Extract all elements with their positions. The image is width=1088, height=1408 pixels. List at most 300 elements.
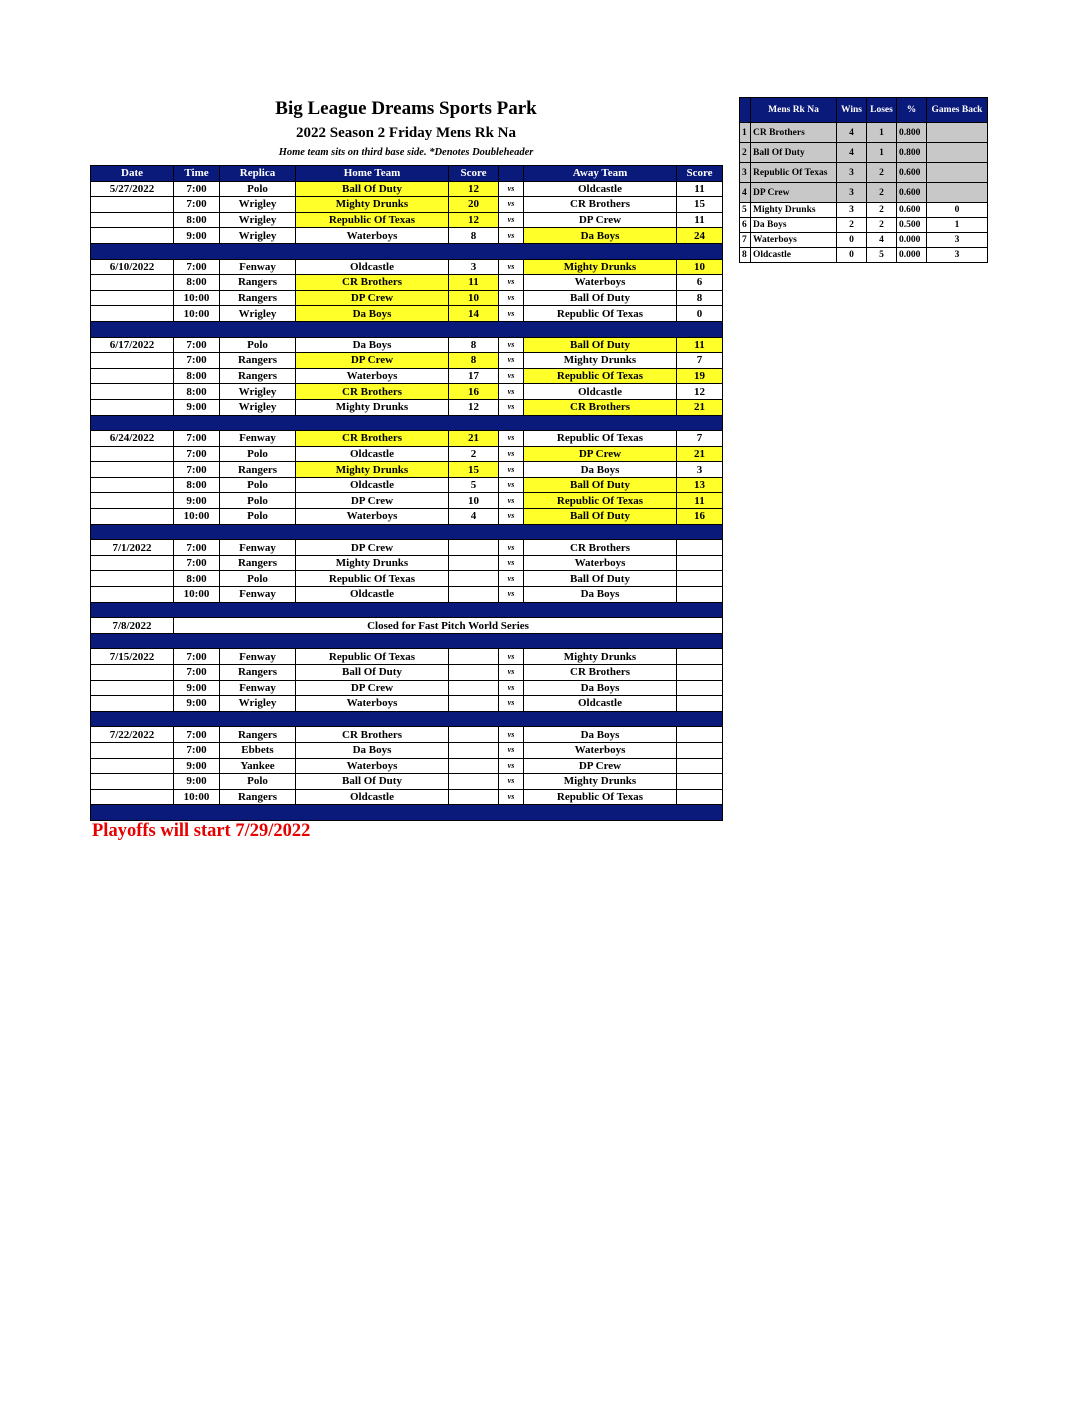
game-row bbox=[91, 680, 723, 696]
time-cell: 7:00 bbox=[174, 259, 220, 275]
field-cell: Fenway bbox=[220, 540, 296, 556]
vs-label: vs bbox=[499, 353, 524, 369]
home-team: CR Brothers bbox=[296, 727, 449, 743]
away-team: Waterboys bbox=[524, 555, 677, 571]
home-team: Ball Of Duty bbox=[296, 181, 449, 197]
game-row bbox=[91, 275, 723, 291]
col-home-team: Home Team bbox=[296, 166, 449, 182]
home-score: 20 bbox=[449, 197, 499, 213]
standings-row bbox=[740, 203, 988, 218]
games-back-cell bbox=[927, 163, 988, 183]
pct-cell: 0.800 bbox=[897, 143, 927, 163]
games-back-cell: 3 bbox=[927, 248, 988, 263]
standings-col-wins: Wins bbox=[837, 98, 867, 123]
date-cell bbox=[91, 587, 174, 603]
away-team: DP Crew bbox=[524, 758, 677, 774]
col-time: Time bbox=[174, 166, 220, 182]
field-cell: Rangers bbox=[220, 665, 296, 681]
field-cell: Polo bbox=[220, 509, 296, 525]
home-team: DP Crew bbox=[296, 680, 449, 696]
home-score bbox=[449, 696, 499, 712]
away-score: 7 bbox=[677, 431, 723, 447]
away-team: Republic Of Texas bbox=[524, 431, 677, 447]
game-row bbox=[91, 462, 723, 478]
loses-cell: 2 bbox=[867, 183, 897, 203]
away-team: Waterboys bbox=[524, 742, 677, 758]
vs-label: vs bbox=[499, 431, 524, 447]
date-cell: 6/10/2022 bbox=[91, 259, 174, 275]
away-score: 11 bbox=[677, 181, 723, 197]
vs-label: vs bbox=[499, 399, 524, 415]
separator-cell bbox=[91, 711, 723, 727]
away-score bbox=[677, 742, 723, 758]
home-score bbox=[449, 649, 499, 665]
rank-cell: 8 bbox=[740, 248, 751, 263]
home-team: DP Crew bbox=[296, 540, 449, 556]
game-row bbox=[91, 212, 723, 228]
vs-label: vs bbox=[499, 181, 524, 197]
standings-row bbox=[740, 123, 988, 143]
week-separator bbox=[91, 415, 723, 431]
home-score: 12 bbox=[449, 399, 499, 415]
team-cell: Da Boys bbox=[751, 218, 837, 233]
away-score: 12 bbox=[677, 384, 723, 400]
away-team: Da Boys bbox=[524, 587, 677, 603]
home-score: 8 bbox=[449, 353, 499, 369]
time-cell: 10:00 bbox=[174, 789, 220, 805]
team-cell: Waterboys bbox=[751, 233, 837, 248]
game-row bbox=[91, 649, 723, 665]
time-cell: 9:00 bbox=[174, 399, 220, 415]
time-cell: 7:00 bbox=[174, 446, 220, 462]
game-row bbox=[91, 789, 723, 805]
date-cell: 5/27/2022 bbox=[91, 181, 174, 197]
date-cell bbox=[91, 384, 174, 400]
date-cell bbox=[91, 696, 174, 712]
wins-cell: 4 bbox=[837, 123, 867, 143]
standings-table bbox=[739, 97, 988, 263]
pct-cell: 0.600 bbox=[897, 183, 927, 203]
time-cell: 8:00 bbox=[174, 368, 220, 384]
separator-cell bbox=[91, 524, 723, 540]
home-score: 2 bbox=[449, 446, 499, 462]
away-team: Ball Of Duty bbox=[524, 477, 677, 493]
time-cell: 8:00 bbox=[174, 571, 220, 587]
pct-cell: 0.800 bbox=[897, 123, 927, 143]
standings-row bbox=[740, 248, 988, 263]
vs-label: vs bbox=[499, 774, 524, 790]
loses-cell: 1 bbox=[867, 143, 897, 163]
away-team: Ball Of Duty bbox=[524, 290, 677, 306]
home-score bbox=[449, 665, 499, 681]
time-cell: 7:00 bbox=[174, 353, 220, 369]
vs-label: vs bbox=[499, 212, 524, 228]
game-row bbox=[91, 197, 723, 213]
home-score: 3 bbox=[449, 259, 499, 275]
schedule-header-row bbox=[91, 166, 723, 182]
field-cell: Rangers bbox=[220, 368, 296, 384]
field-cell: Polo bbox=[220, 181, 296, 197]
vs-label: vs bbox=[499, 197, 524, 213]
pct-cell: 0.000 bbox=[897, 248, 927, 263]
date-cell bbox=[91, 555, 174, 571]
time-cell: 10:00 bbox=[174, 306, 220, 322]
home-team: DP Crew bbox=[296, 493, 449, 509]
date-cell bbox=[91, 774, 174, 790]
field-cell: Ebbets bbox=[220, 742, 296, 758]
week-separator bbox=[91, 602, 723, 618]
standings-col-loses: Loses bbox=[867, 98, 897, 123]
game-row bbox=[91, 290, 723, 306]
away-score: 3 bbox=[677, 462, 723, 478]
home-team: DP Crew bbox=[296, 353, 449, 369]
closed-note: Closed for Fast Pitch World Series bbox=[174, 618, 723, 634]
separator-cell bbox=[91, 415, 723, 431]
loses-cell: 2 bbox=[867, 203, 897, 218]
standings-body bbox=[740, 123, 988, 263]
col-away-score: Score bbox=[677, 166, 723, 182]
separator-cell bbox=[91, 243, 723, 259]
home-score: 16 bbox=[449, 384, 499, 400]
date-cell bbox=[91, 306, 174, 322]
game-row bbox=[91, 353, 723, 369]
away-team: Oldcastle bbox=[524, 696, 677, 712]
away-score bbox=[677, 540, 723, 556]
away-score: 8 bbox=[677, 290, 723, 306]
game-row bbox=[91, 337, 723, 353]
vs-label: vs bbox=[499, 665, 524, 681]
date-cell bbox=[91, 571, 174, 587]
vs-label: vs bbox=[499, 727, 524, 743]
vs-label: vs bbox=[499, 368, 524, 384]
home-score bbox=[449, 571, 499, 587]
home-team: CR Brothers bbox=[296, 275, 449, 291]
vs-label: vs bbox=[499, 758, 524, 774]
col-home-score: Score bbox=[449, 166, 499, 182]
home-team: Republic Of Texas bbox=[296, 212, 449, 228]
field-cell: Fenway bbox=[220, 587, 296, 603]
field-cell: Fenway bbox=[220, 680, 296, 696]
rank-cell: 5 bbox=[740, 203, 751, 218]
game-row bbox=[91, 727, 723, 743]
time-cell: 9:00 bbox=[174, 493, 220, 509]
game-row bbox=[91, 555, 723, 571]
field-cell: Polo bbox=[220, 446, 296, 462]
home-score bbox=[449, 742, 499, 758]
games-back-cell: 1 bbox=[927, 218, 988, 233]
home-team: Da Boys bbox=[296, 742, 449, 758]
away-team: Mighty Drunks bbox=[524, 353, 677, 369]
vs-label: vs bbox=[499, 493, 524, 509]
time-cell: 7:00 bbox=[174, 181, 220, 197]
separator-cell bbox=[91, 633, 723, 649]
vs-label: vs bbox=[499, 477, 524, 493]
field-cell: Polo bbox=[220, 493, 296, 509]
away-team: CR Brothers bbox=[524, 540, 677, 556]
date-cell bbox=[91, 493, 174, 509]
team-cell: Ball Of Duty bbox=[751, 143, 837, 163]
standings-col-games-back: Games Back bbox=[927, 98, 988, 123]
home-team: Republic Of Texas bbox=[296, 649, 449, 665]
away-score: 11 bbox=[677, 493, 723, 509]
rank-cell: 1 bbox=[740, 123, 751, 143]
standings-header-row bbox=[740, 98, 988, 123]
field-cell: Yankee bbox=[220, 758, 296, 774]
home-score: 8 bbox=[449, 228, 499, 244]
wins-cell: 0 bbox=[837, 233, 867, 248]
time-cell: 7:00 bbox=[174, 462, 220, 478]
home-team: Waterboys bbox=[296, 368, 449, 384]
vs-label: vs bbox=[499, 462, 524, 478]
away-score bbox=[677, 789, 723, 805]
away-score: 24 bbox=[677, 228, 723, 244]
away-team: Da Boys bbox=[524, 680, 677, 696]
rank-cell: 7 bbox=[740, 233, 751, 248]
away-team: CR Brothers bbox=[524, 197, 677, 213]
home-score bbox=[449, 680, 499, 696]
week-separator bbox=[91, 633, 723, 649]
time-cell: 7:00 bbox=[174, 742, 220, 758]
home-score: 15 bbox=[449, 462, 499, 478]
page-subtitle: 2022 Season 2 Friday Mens Rk Na bbox=[295, 125, 516, 141]
vs-label: vs bbox=[499, 789, 524, 805]
date-cell bbox=[91, 290, 174, 306]
date-cell: 7/22/2022 bbox=[91, 727, 174, 743]
week-separator bbox=[91, 243, 723, 259]
vs-label: vs bbox=[499, 696, 524, 712]
pct-cell: 0.600 bbox=[897, 203, 927, 218]
away-team: Mighty Drunks bbox=[524, 649, 677, 665]
standings-row bbox=[740, 183, 988, 203]
week-separator bbox=[91, 321, 723, 337]
home-team: Waterboys bbox=[296, 228, 449, 244]
date-cell bbox=[91, 680, 174, 696]
away-team: Republic Of Texas bbox=[524, 368, 677, 384]
time-cell: 10:00 bbox=[174, 509, 220, 525]
field-cell: Fenway bbox=[220, 649, 296, 665]
field-cell: Fenway bbox=[220, 431, 296, 447]
date-cell bbox=[91, 368, 174, 384]
date-cell: 6/17/2022 bbox=[91, 337, 174, 353]
vs-label: vs bbox=[499, 587, 524, 603]
field-cell: Polo bbox=[220, 774, 296, 790]
away-team: Republic Of Texas bbox=[524, 306, 677, 322]
away-team: Ball Of Duty bbox=[524, 571, 677, 587]
away-score bbox=[677, 696, 723, 712]
wins-cell: 3 bbox=[837, 163, 867, 183]
standings-col-pct: % bbox=[897, 98, 927, 123]
schedule-table bbox=[90, 165, 723, 821]
game-row bbox=[91, 774, 723, 790]
home-score: 5 bbox=[449, 477, 499, 493]
home-team: Da Boys bbox=[296, 306, 449, 322]
week-separator bbox=[91, 711, 723, 727]
standings-row bbox=[740, 163, 988, 183]
date-cell: 6/24/2022 bbox=[91, 431, 174, 447]
wins-cell: 4 bbox=[837, 143, 867, 163]
loses-cell: 2 bbox=[867, 163, 897, 183]
date-cell bbox=[91, 758, 174, 774]
schedule-body bbox=[91, 181, 723, 820]
away-team: Republic Of Texas bbox=[524, 493, 677, 509]
away-team: Republic Of Texas bbox=[524, 789, 677, 805]
home-team: Waterboys bbox=[296, 509, 449, 525]
time-cell: 8:00 bbox=[174, 384, 220, 400]
time-cell: 7:00 bbox=[174, 197, 220, 213]
home-team: Oldcastle bbox=[296, 587, 449, 603]
home-score bbox=[449, 540, 499, 556]
away-team: Oldcastle bbox=[524, 181, 677, 197]
home-team: Oldcastle bbox=[296, 789, 449, 805]
time-cell: 8:00 bbox=[174, 477, 220, 493]
game-row bbox=[91, 571, 723, 587]
date-cell bbox=[91, 477, 174, 493]
home-score: 12 bbox=[449, 181, 499, 197]
away-team: Mighty Drunks bbox=[524, 774, 677, 790]
time-cell: 10:00 bbox=[174, 587, 220, 603]
home-team: Da Boys bbox=[296, 337, 449, 353]
pct-cell: 0.600 bbox=[897, 163, 927, 183]
game-row bbox=[91, 493, 723, 509]
standings-row bbox=[740, 233, 988, 248]
time-cell: 7:00 bbox=[174, 649, 220, 665]
field-cell: Wrigley bbox=[220, 696, 296, 712]
game-row bbox=[91, 399, 723, 415]
away-score bbox=[677, 680, 723, 696]
games-back-cell bbox=[927, 183, 988, 203]
standings-row bbox=[740, 218, 988, 233]
field-cell: Rangers bbox=[220, 462, 296, 478]
home-score: 12 bbox=[449, 212, 499, 228]
home-score: 4 bbox=[449, 509, 499, 525]
home-score bbox=[449, 727, 499, 743]
field-cell: Polo bbox=[220, 337, 296, 353]
home-team: Mighty Drunks bbox=[296, 555, 449, 571]
rank-cell: 6 bbox=[740, 218, 751, 233]
away-team: CR Brothers bbox=[524, 665, 677, 681]
home-team: Ball Of Duty bbox=[296, 665, 449, 681]
away-score bbox=[677, 665, 723, 681]
date-cell bbox=[91, 399, 174, 415]
date-cell bbox=[91, 462, 174, 478]
away-score: 13 bbox=[677, 477, 723, 493]
away-score bbox=[677, 555, 723, 571]
field-cell: Polo bbox=[220, 571, 296, 587]
vs-label: vs bbox=[499, 680, 524, 696]
home-score: 11 bbox=[449, 275, 499, 291]
standings-col-rank bbox=[740, 98, 751, 123]
home-team: Ball Of Duty bbox=[296, 774, 449, 790]
team-cell: Republic Of Texas bbox=[751, 163, 837, 183]
time-cell: 7:00 bbox=[174, 540, 220, 556]
home-score bbox=[449, 758, 499, 774]
game-row bbox=[91, 509, 723, 525]
home-team: CR Brothers bbox=[296, 384, 449, 400]
game-row bbox=[91, 306, 723, 322]
vs-label: vs bbox=[499, 275, 524, 291]
time-cell: 10:00 bbox=[174, 290, 220, 306]
home-score: 21 bbox=[449, 431, 499, 447]
team-cell: CR Brothers bbox=[751, 123, 837, 143]
week-separator bbox=[91, 805, 723, 821]
vs-label: vs bbox=[499, 384, 524, 400]
week-separator bbox=[91, 524, 723, 540]
home-team: Oldcastle bbox=[296, 446, 449, 462]
games-back-cell: 0 bbox=[927, 203, 988, 218]
loses-cell: 5 bbox=[867, 248, 897, 263]
away-team: Ball Of Duty bbox=[524, 337, 677, 353]
vs-label: vs bbox=[499, 306, 524, 322]
standings-col-team: Mens Rk Na bbox=[751, 98, 837, 123]
time-cell: 7:00 bbox=[174, 555, 220, 571]
field-cell: Wrigley bbox=[220, 399, 296, 415]
field-cell: Rangers bbox=[220, 290, 296, 306]
home-team: Waterboys bbox=[296, 758, 449, 774]
wins-cell: 3 bbox=[837, 203, 867, 218]
home-team: Mighty Drunks bbox=[296, 462, 449, 478]
away-team: DP Crew bbox=[524, 212, 677, 228]
game-row bbox=[91, 587, 723, 603]
separator-cell bbox=[91, 321, 723, 337]
games-back-cell bbox=[927, 143, 988, 163]
field-cell: Rangers bbox=[220, 789, 296, 805]
vs-label: vs bbox=[499, 649, 524, 665]
game-row bbox=[91, 446, 723, 462]
game-row bbox=[91, 384, 723, 400]
home-score: 14 bbox=[449, 306, 499, 322]
date-cell bbox=[91, 509, 174, 525]
field-cell: Rangers bbox=[220, 353, 296, 369]
time-cell: 7:00 bbox=[174, 431, 220, 447]
home-team: DP Crew bbox=[296, 290, 449, 306]
away-score bbox=[677, 571, 723, 587]
away-team: Da Boys bbox=[524, 727, 677, 743]
home-team: Waterboys bbox=[296, 696, 449, 712]
time-cell: 7:00 bbox=[174, 727, 220, 743]
away-team: Waterboys bbox=[524, 275, 677, 291]
wins-cell: 0 bbox=[837, 248, 867, 263]
home-team: Oldcastle bbox=[296, 477, 449, 493]
field-cell: Wrigley bbox=[220, 306, 296, 322]
home-score bbox=[449, 774, 499, 790]
away-team: CR Brothers bbox=[524, 399, 677, 415]
page-title: Big League Dreams Sports Park bbox=[275, 98, 537, 119]
time-cell: 9:00 bbox=[174, 680, 220, 696]
time-cell: 8:00 bbox=[174, 275, 220, 291]
away-score: 10 bbox=[677, 259, 723, 275]
vs-label: vs bbox=[499, 337, 524, 353]
away-team: DP Crew bbox=[524, 446, 677, 462]
away-score: 6 bbox=[677, 275, 723, 291]
date-cell: 7/1/2022 bbox=[91, 540, 174, 556]
loses-cell: 2 bbox=[867, 218, 897, 233]
loses-cell: 4 bbox=[867, 233, 897, 248]
field-cell: Wrigley bbox=[220, 384, 296, 400]
game-row bbox=[91, 228, 723, 244]
time-cell: 7:00 bbox=[174, 337, 220, 353]
date-cell bbox=[91, 789, 174, 805]
field-cell: Rangers bbox=[220, 727, 296, 743]
home-team: Mighty Drunks bbox=[296, 399, 449, 415]
field-cell: Wrigley bbox=[220, 212, 296, 228]
away-score: 21 bbox=[677, 446, 723, 462]
time-cell: 9:00 bbox=[174, 228, 220, 244]
standings-row bbox=[740, 143, 988, 163]
time-cell: 9:00 bbox=[174, 696, 220, 712]
field-cell: Rangers bbox=[220, 555, 296, 571]
games-back-cell: 3 bbox=[927, 233, 988, 248]
team-cell: Mighty Drunks bbox=[751, 203, 837, 218]
